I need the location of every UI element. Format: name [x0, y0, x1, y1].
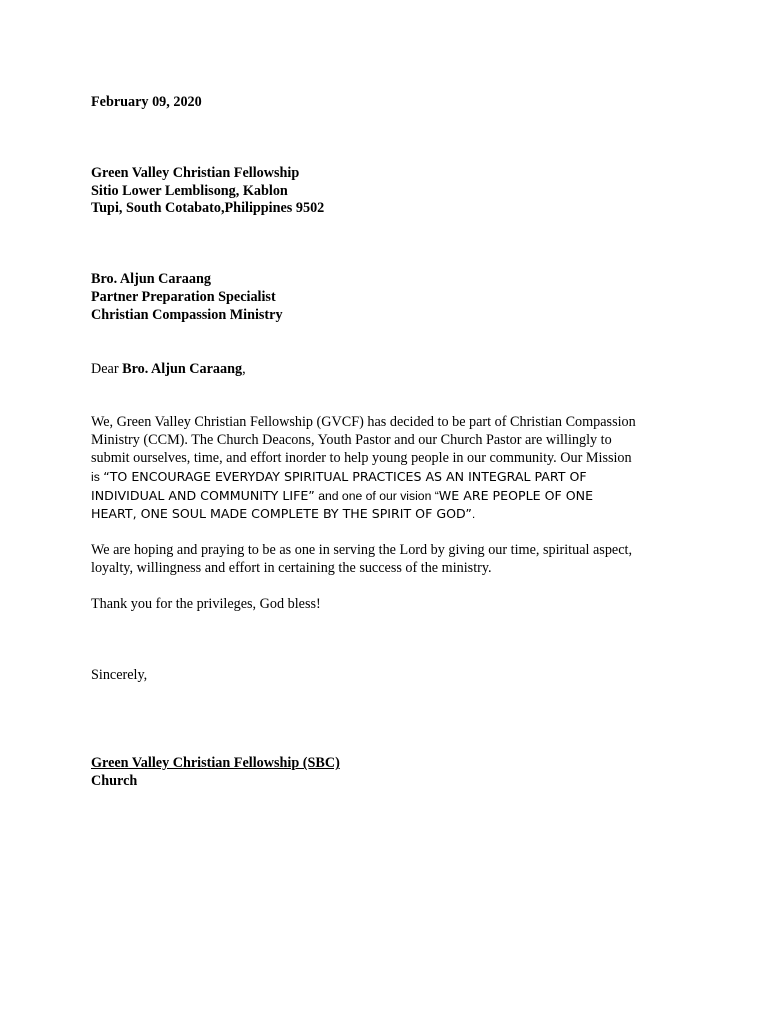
body-line: Ministry (CCM). The Church Deacons, Youth Pastor and our Church Pastor are willingly to — [91, 432, 612, 449]
sender-name: Green Valley Christian Fellowship — [91, 164, 300, 181]
recipient-name: Bro. Aljun Caraang — [91, 271, 211, 288]
body-line: We are hoping and praying to be as one in serving the Lord by giving our time, spiritual aspect, — [91, 542, 633, 559]
salutation-prefix: Dear — [91, 360, 123, 377]
body-line — [91, 487, 691, 506]
body-line — [91, 505, 691, 524]
body-paragraph-1 — [91, 414, 691, 524]
body-line: submit ourselves, time, and effort inorder to help young people in our community. Our Mission — [91, 449, 632, 466]
recipient-title: Partner Preparation Specialist — [91, 288, 276, 305]
salutation-suffix: , — [242, 360, 246, 377]
sender-street: Sitio Lower Lemblisong, Kablon — [91, 182, 288, 199]
recipient-organization: Christian Compassion Ministry — [91, 306, 283, 323]
body-line: We, Green Valley Christian Fellowship (GVCF) has decided to be part of Christian Compassion — [91, 414, 636, 431]
signature-organization: Green Valley Christian Fellowship (SBC) — [91, 755, 340, 772]
signature-block — [91, 755, 691, 791]
vision-text: HEART, ONE SOUL MADE COMPLETE BY THE SPIRIT OF GOD” — [91, 506, 472, 522]
salutation — [91, 361, 691, 379]
sender-city: Tupi, South Cotabato,Philippines 9502 — [91, 200, 325, 217]
letter-date: February 09, 2020 — [91, 94, 202, 110]
body-line — [91, 468, 691, 487]
body-paragraph-2 — [91, 542, 691, 578]
body-paragraph-3: Thank you for the privileges, God bless! — [91, 595, 321, 612]
vision-text: WE ARE PEOPLE OF ONE — [438, 487, 594, 503]
mission-text: “TO ENCOURAGE EVERYDAY SPIRITUAL PRACTICES AS AN INTEGRAL PART OF — [103, 468, 587, 484]
letter-page — [91, 94, 691, 791]
salutation-name: Bro. Aljun Caraang — [122, 360, 243, 377]
sender-address — [91, 165, 691, 218]
body-line: loyalty, willingness and effort in certaining the success of the ministry. — [91, 559, 492, 576]
mission-text: INDIVIDUAL AND COMMUNITY LIFE” — [91, 487, 315, 503]
body-text: and one of our vision “ — [314, 488, 439, 503]
body-text: is — [91, 469, 104, 484]
body-text: . — [471, 507, 476, 522]
signature-church: Church — [91, 773, 138, 790]
recipient-address — [91, 271, 691, 324]
closing: Sincerely, — [91, 666, 148, 683]
